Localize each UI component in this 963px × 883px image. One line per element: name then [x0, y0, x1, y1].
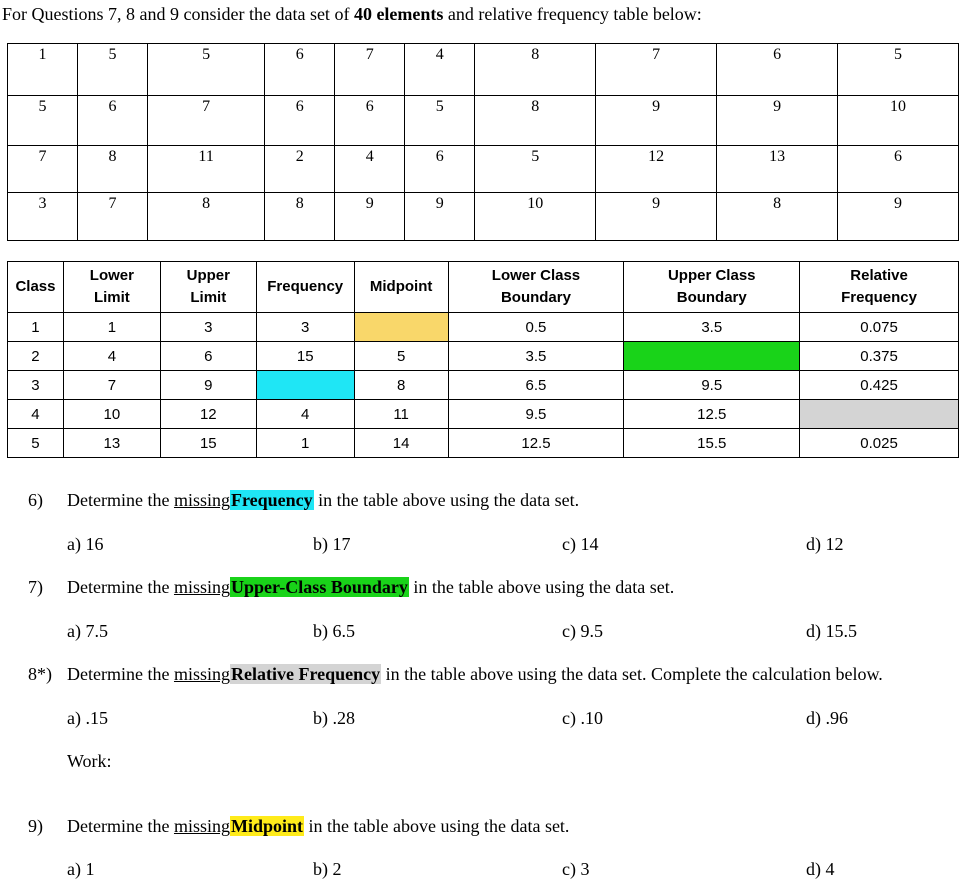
- intro-bold: 40 elements: [353, 4, 444, 24]
- question-number: 6): [28, 490, 43, 510]
- cell-upper-boundary: 15.5: [624, 429, 800, 458]
- question-number: 7): [28, 577, 43, 597]
- answer-option-a[interactable]: a) 1: [67, 859, 95, 879]
- data-cell: 7: [8, 146, 78, 193]
- question-text-end: in the table above using the data set.: [304, 816, 570, 836]
- table-row: [8, 429, 959, 458]
- data-cell: 7: [78, 193, 148, 241]
- answer-option-d[interactable]: d) .96: [806, 708, 848, 728]
- data-cell: 6: [265, 96, 335, 146]
- header-upper-limit: Upper Limit: [160, 262, 256, 313]
- cell-lower-limit: 13: [63, 429, 160, 458]
- answer-option-c[interactable]: c) .10: [562, 708, 603, 728]
- work-label: Work:: [67, 751, 112, 771]
- table-row: [8, 44, 959, 96]
- missing-relative-frequency-cell: [800, 400, 959, 429]
- data-cell: 9: [838, 193, 959, 241]
- question-9: [28, 816, 569, 837]
- question-number: 8*): [28, 664, 52, 684]
- cell-lower-boundary: 0.5: [448, 313, 624, 342]
- question-text-end: in the table above using the data set.: [408, 577, 675, 597]
- table-row: [8, 400, 959, 429]
- header-class: Class: [8, 262, 64, 313]
- answer-option-b[interactable]: b) 2: [313, 859, 342, 879]
- data-cell: 8: [717, 193, 838, 241]
- table-row: [8, 193, 959, 241]
- data-cell: 6: [335, 96, 405, 146]
- data-cell: 10: [475, 193, 596, 241]
- cell-upper-boundary: 9.5: [624, 371, 800, 400]
- data-cell: 8: [475, 96, 596, 146]
- cell-upper-limit: 9: [160, 371, 256, 400]
- data-cell: 7: [335, 44, 405, 96]
- cell-relative-frequency: 0.425: [800, 371, 959, 400]
- data-cell: 7: [596, 44, 717, 96]
- data-cell: 4: [335, 146, 405, 193]
- data-cell: 8: [475, 44, 596, 96]
- cell-relative-frequency: 0.375: [800, 342, 959, 371]
- table-row: [8, 371, 959, 400]
- answer-option-b[interactable]: b) .28: [313, 708, 355, 728]
- data-cell: 1: [8, 44, 78, 96]
- cell-lower-limit: 1: [63, 313, 160, 342]
- table-row: [8, 146, 959, 193]
- cell-midpoint: 8: [354, 371, 448, 400]
- data-cell: 5: [475, 146, 596, 193]
- answer-option-a[interactable]: a) 7.5: [67, 621, 108, 641]
- data-cell: 6: [405, 146, 475, 193]
- answer-option-c[interactable]: c) 3: [562, 859, 590, 879]
- data-cell: 8: [78, 146, 148, 193]
- highlight-relative-frequency: Relative Frequency: [230, 664, 381, 684]
- data-cell: 5: [78, 44, 148, 96]
- cell-relative-frequency: 0.025: [800, 429, 959, 458]
- header-lower-limit: Lower Limit: [63, 262, 160, 313]
- answer-option-d[interactable]: d) 15.5: [806, 621, 857, 641]
- missing-word: missing: [173, 490, 230, 510]
- cell-lower-limit: 7: [63, 371, 160, 400]
- data-cell: 6: [717, 44, 838, 96]
- data-cell: 2: [265, 146, 335, 193]
- table-header-row: [8, 262, 959, 313]
- data-cell: 6: [838, 146, 959, 193]
- data-cell: 13: [717, 146, 838, 193]
- cell-midpoint: 14: [354, 429, 448, 458]
- data-cell: 3: [8, 193, 78, 241]
- answer-option-a[interactable]: a) .15: [67, 708, 108, 728]
- question-text-end: in the table above using the data set. Complete the calculation below.: [381, 664, 883, 684]
- cell-frequency: 4: [256, 400, 354, 429]
- question-7: [28, 577, 674, 598]
- question-text: Determine the: [67, 816, 174, 836]
- data-cell: 9: [596, 193, 717, 241]
- cell-lower-boundary: 6.5: [448, 371, 624, 400]
- question-8: [28, 664, 883, 685]
- cell-midpoint: 5: [354, 342, 448, 371]
- cell-lower-limit: 4: [63, 342, 160, 371]
- cell-frequency: 15: [256, 342, 354, 371]
- instructions: [2, 4, 702, 25]
- header-upper-class-boundary: Upper Class Boundary: [624, 262, 800, 313]
- answer-option-d[interactable]: d) 4: [806, 859, 835, 879]
- question-6: [28, 490, 579, 511]
- cell-upper-limit: 15: [160, 429, 256, 458]
- cell-upper-limit: 3: [160, 313, 256, 342]
- data-cell: 11: [148, 146, 265, 193]
- answer-option-c[interactable]: c) 9.5: [562, 621, 603, 641]
- cell-class: 3: [8, 371, 64, 400]
- highlight-midpoint: Midpoint: [230, 816, 304, 836]
- question-text-end: in the table above using the data set.: [313, 490, 580, 510]
- cell-midpoint: 11: [354, 400, 448, 429]
- cell-upper-boundary: 3.5: [624, 313, 800, 342]
- frequency-table: [7, 261, 959, 458]
- data-cell: 8: [265, 193, 335, 241]
- answer-option-d[interactable]: d) 12: [806, 534, 844, 554]
- cell-frequency: 3: [256, 313, 354, 342]
- data-cell: 5: [405, 96, 475, 146]
- answer-option-b[interactable]: b) 6.5: [313, 621, 355, 641]
- question-text: Determine the: [67, 490, 174, 510]
- header-lower-class-boundary: Lower Class Boundary: [448, 262, 624, 313]
- table-row: [8, 313, 959, 342]
- missing-word: missing: [173, 664, 230, 684]
- question-text: Determine the: [67, 577, 174, 597]
- data-cell: 5: [8, 96, 78, 146]
- table-row: [8, 96, 959, 146]
- data-cell: 6: [265, 44, 335, 96]
- cell-lower-limit: 10: [63, 400, 160, 429]
- data-cell: 5: [148, 44, 265, 96]
- cell-lower-boundary: 9.5: [448, 400, 624, 429]
- data-cell: 9: [335, 193, 405, 241]
- data-set-table: [7, 43, 959, 241]
- cell-class: 1: [8, 313, 64, 342]
- missing-upper-boundary-cell: [624, 342, 800, 371]
- data-cell: 7: [148, 96, 265, 146]
- data-cell: 4: [405, 44, 475, 96]
- data-cell: 9: [405, 193, 475, 241]
- data-cell: 12: [596, 146, 717, 193]
- answer-option-c[interactable]: c) 14: [562, 534, 599, 554]
- highlight-upper-class-boundary: Upper-Class Boundary: [230, 577, 408, 597]
- missing-midpoint-cell: [354, 313, 448, 342]
- cell-lower-boundary: 3.5: [448, 342, 624, 371]
- question-number: 9): [28, 816, 43, 836]
- question-text: Determine the: [67, 664, 174, 684]
- data-cell: 9: [717, 96, 838, 146]
- cell-frequency: 1: [256, 429, 354, 458]
- cell-class: 2: [8, 342, 64, 371]
- cell-upper-boundary: 12.5: [624, 400, 800, 429]
- data-cell: 6: [78, 96, 148, 146]
- cell-class: 4: [8, 400, 64, 429]
- header-midpoint: Midpoint: [354, 262, 448, 313]
- data-cell: 5: [838, 44, 959, 96]
- cell-upper-limit: 6: [160, 342, 256, 371]
- header-relative-frequency: Relative Frequency: [800, 262, 959, 313]
- cell-lower-boundary: 12.5: [448, 429, 624, 458]
- cell-class: 5: [8, 429, 64, 458]
- cell-relative-frequency: 0.075: [800, 313, 959, 342]
- data-cell: 10: [838, 96, 959, 146]
- answer-option-b[interactable]: b) 17: [313, 534, 351, 554]
- missing-word: missing: [173, 816, 230, 836]
- data-cell: 8: [148, 193, 265, 241]
- missing-word: missing: [173, 577, 230, 597]
- answer-option-a[interactable]: a) 16: [67, 534, 104, 554]
- table-row: [8, 342, 959, 371]
- intro-text: For Questions 7, 8 and 9 consider the data set of: [2, 4, 354, 24]
- missing-frequency-cell: [256, 371, 354, 400]
- header-frequency: Frequency: [256, 262, 354, 313]
- cell-upper-limit: 12: [160, 400, 256, 429]
- intro-text-end: and relative frequency table below:: [443, 4, 702, 24]
- data-cell: 9: [596, 96, 717, 146]
- highlight-frequency: Frequency: [230, 490, 313, 510]
